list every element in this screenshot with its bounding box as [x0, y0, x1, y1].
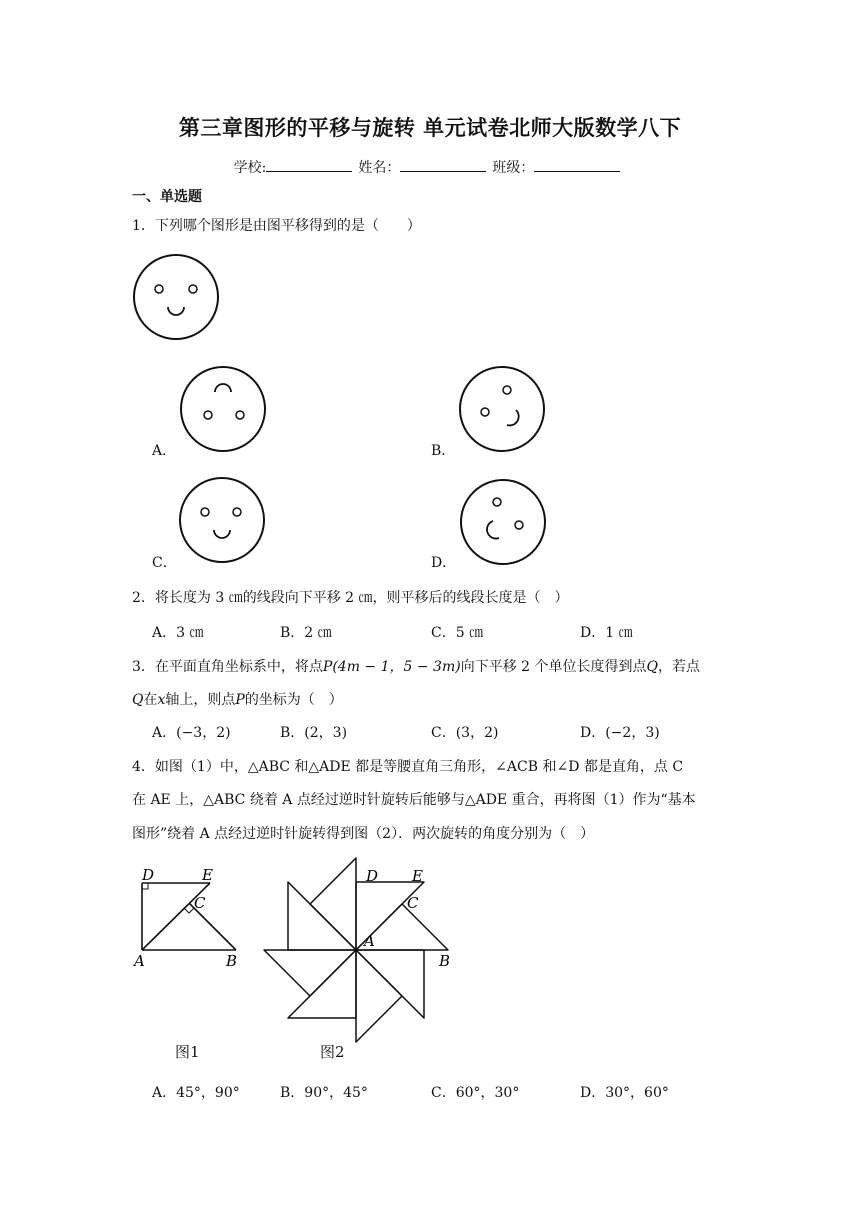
q2-option-c[interactable]: C．5 ㎝: [431, 625, 484, 641]
q3-text: 向下平移 2 个单位长度得到点: [460, 659, 647, 675]
q2-option-d[interactable]: D．1 ㎝: [580, 625, 633, 641]
label-d: D: [366, 867, 379, 885]
label-b: B: [439, 952, 451, 970]
q3-axis-x: x: [157, 692, 166, 708]
school-label: 学校:: [233, 160, 267, 176]
q1-option-d-face[interactable]: [460, 478, 550, 568]
class-blank[interactable]: [534, 159, 620, 172]
label-c: C: [194, 894, 206, 912]
label-e: E: [412, 867, 423, 885]
student-info: [0, 157, 860, 177]
q4-stem-line2: 在 AE 上，△ABC 绕着 A 点经过逆时针旋转后能够与△ADE 重合，再将图（1）作为“基本: [132, 792, 696, 808]
q3-point-q: Q: [132, 692, 144, 708]
figure-1-caption: 图1: [175, 1043, 200, 1061]
pinwheel-triangle: [264, 950, 356, 996]
q3-point-q: Q: [646, 659, 659, 675]
q3-text: 3．在平面直角坐标系中，将点: [132, 659, 323, 675]
q2-stem: 2．将长度为 3 ㎝的线段向下平移 2 ㎝，则平移后的线段长度是（ ）: [132, 590, 569, 606]
q3-point-p-expr: P(4m − 1，5 − 3m): [322, 659, 461, 675]
figure-2-caption: 图2: [320, 1043, 345, 1061]
q3-text: 在: [143, 692, 158, 708]
section-heading: 一、单选题: [132, 189, 202, 205]
q3-stem-line1: [132, 656, 700, 676]
q4-figure-2: [262, 858, 462, 1048]
q3-text: 的坐标为（ ）: [244, 692, 343, 708]
page-title: 第三章图形的平移与旋转 单元试卷北师大版数学八下: [178, 115, 682, 140]
q3-option-a[interactable]: A．(−3，2): [152, 725, 231, 741]
pinwheel-triangle: [310, 858, 356, 950]
q3-option-c[interactable]: C．(3，2): [431, 725, 499, 741]
q3-text: 轴上，则点: [165, 692, 236, 708]
q1-option-a-label[interactable]: A．: [152, 443, 177, 459]
q1-option-d-label[interactable]: D．: [431, 555, 457, 571]
q3-option-d[interactable]: D．(−2，3): [580, 725, 660, 741]
q1-option-c-face[interactable]: [179, 476, 269, 566]
q3-point-p: P: [235, 692, 245, 708]
q2-option-b[interactable]: B．2 ㎝: [280, 625, 332, 641]
q4-stem-line1: 4．如图（1）中，△ABC 和△ADE 都是等腰直角三角形，∠ACB 和∠D 都是直角，点 C: [132, 759, 684, 775]
label-d: D: [142, 866, 155, 884]
q4-option-b[interactable]: B．90°，45°: [280, 1085, 368, 1101]
q1-option-c-label[interactable]: C．: [152, 555, 177, 571]
class-label: 班级：: [492, 160, 535, 176]
q1-option-b-label[interactable]: B．: [431, 443, 456, 459]
label-a: A: [364, 932, 375, 950]
label-a: A: [134, 952, 145, 970]
q4-stem-line3: 图形”绕着 A 点经过逆时针旋转得到图（2）．两次旋转的角度分别为（ ）: [132, 826, 595, 842]
label-b: B: [226, 952, 238, 970]
q1-option-b-face[interactable]: [459, 365, 549, 455]
pinwheel-triangle: [356, 950, 402, 1042]
q4-option-c[interactable]: C．60°，30°: [431, 1085, 520, 1101]
q3-text: ，若点: [658, 659, 701, 675]
q1-stem: 1．下列哪个图形是由图平移得到的是（ ）: [132, 218, 421, 234]
q4-figure-1: [130, 860, 250, 970]
label-c: C: [407, 894, 419, 912]
q4-option-d[interactable]: D．30°，60°: [580, 1085, 669, 1101]
pinwheel-shape: [264, 858, 451, 1042]
label-e: E: [202, 866, 213, 884]
name-blank[interactable]: [400, 159, 486, 172]
q3-option-b[interactable]: B．(2，3): [280, 725, 348, 741]
q2-option-a[interactable]: A．3 ㎝: [152, 625, 204, 641]
name-label: 姓名：: [358, 160, 401, 176]
q1-option-a-face[interactable]: [180, 365, 270, 455]
school-blank[interactable]: [266, 159, 352, 172]
q3-stem-line2: [132, 689, 343, 709]
q1-reference-face: [132, 253, 222, 343]
q4-option-a[interactable]: A．45°，90°: [152, 1085, 240, 1101]
